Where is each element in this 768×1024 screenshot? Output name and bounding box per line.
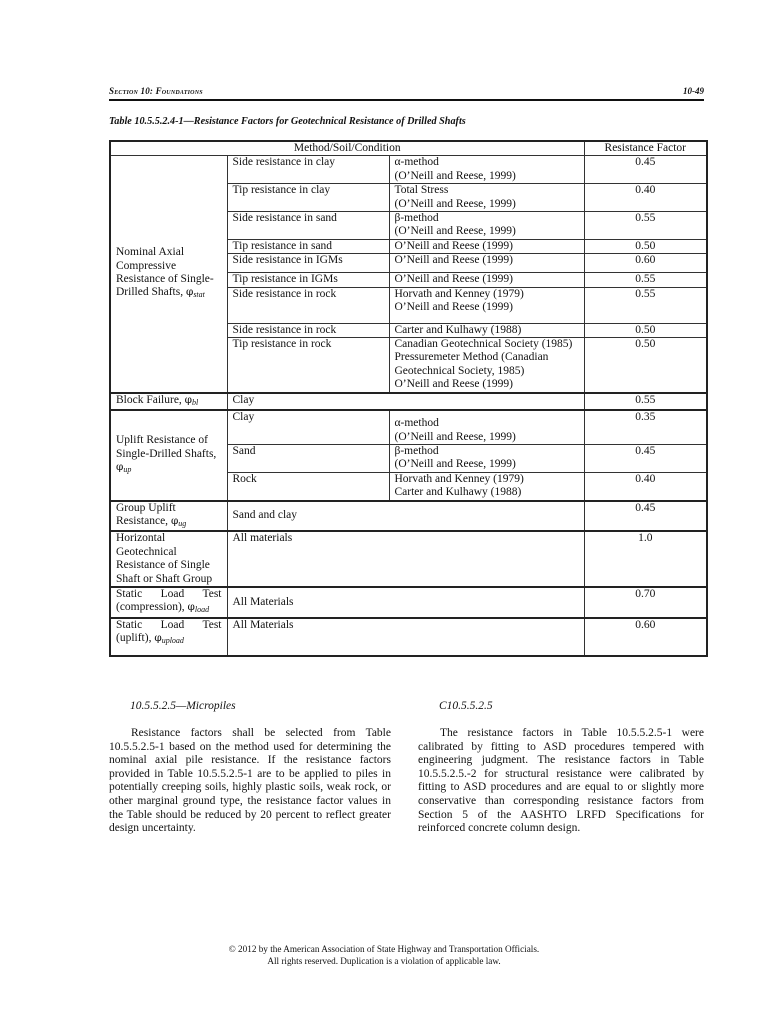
factor-cell: 0.55 (584, 393, 707, 410)
factor-cell: 0.70 (584, 587, 707, 618)
table-row (110, 531, 707, 587)
group-label-slt-compression: Static Load Test (compression), $\varphi_{load}$ (110, 587, 227, 618)
section-label: Section 10: Foundations (109, 86, 203, 96)
section-heading: 10.5.5.2.5—Micropiles (130, 700, 236, 712)
factor-cell: 0.40 (584, 184, 707, 212)
commentary-section (418, 700, 704, 836)
group-label-block-failure: Block Failure, $\varphi_{bl}$ (110, 393, 227, 410)
factor-cell: 0.40 (584, 472, 707, 500)
factor-cell: 0.55 (584, 273, 707, 287)
condition-cell: All materials (227, 531, 584, 587)
group-label-uplift: Uplift Resistance of Single-Drilled Shafts, $\varphi_{up}$ (110, 410, 227, 500)
method-cell: Canadian Geotechnical Society (1985) Pressuremeter Method (Canadian Geotechnical Society, 1985) O’Neill and Reese (1999) (389, 338, 584, 393)
factor-cell: 1.0 (584, 531, 707, 587)
table-row (110, 618, 707, 656)
factor-cell: 0.55 (584, 287, 707, 323)
group-label-group-uplift: Group Uplift Resistance, $\varphi_{ug}$ (110, 501, 227, 532)
method-cell: O’Neill and Reese (1999) (389, 239, 584, 253)
condition-cell: All Materials (227, 618, 584, 656)
condition-cell: Side resistance in IGMs (227, 254, 389, 273)
section-paragraph: Resistance factors shall be selected from Table 10.5.5.2.5-1 based on the method used for determining the nominal axial pile resistance. If the resistance factors provided in Table 10.5.5.2.5-1 are to be applied to piles in potentially creeping soils, highly plastic soils, weak rock, or other marginal ground type, the resistance factor values in the Table should be reduced by 20 percent to reflect greater design uncertainty. (109, 727, 391, 835)
condition-cell: Tip resistance in IGMs (227, 273, 389, 287)
table-row (110, 587, 707, 618)
method-cell: Total Stress (O’Neill and Reese, 1999) (389, 184, 584, 212)
condition-cell: All Materials (227, 587, 584, 618)
resistance-factors-table (109, 140, 708, 657)
column-header-factor: Resistance Factor (584, 141, 707, 156)
condition-cell: Clay (227, 410, 389, 444)
table-header-row (110, 141, 707, 156)
rights-line: All rights reserved. Duplication is a violation of applicable law. (267, 955, 501, 966)
condition-cell: Tip resistance in clay (227, 184, 389, 212)
condition-cell: Side resistance in clay (227, 156, 389, 184)
condition-cell: Side resistance in rock (227, 287, 389, 323)
method-cell: Horvath and Kenney (1979) Carter and Kulhawy (1988) (389, 472, 584, 500)
commentary-heading: C10.5.5.2.5 (439, 700, 493, 712)
factor-cell: 0.45 (584, 156, 707, 184)
condition-cell: Clay (227, 393, 584, 410)
page-footer (0, 944, 768, 967)
factor-cell: 0.60 (584, 618, 707, 656)
condition-cell: Side resistance in rock (227, 323, 389, 337)
factor-cell: 0.60 (584, 254, 707, 273)
condition-cell: Tip resistance in rock (227, 338, 389, 393)
factor-cell: 0.45 (584, 501, 707, 532)
condition-cell: Sand and clay (227, 501, 584, 532)
page-header (109, 86, 704, 98)
factor-cell: 0.50 (584, 323, 707, 337)
factor-cell: 0.50 (584, 338, 707, 393)
table-row (110, 156, 707, 184)
table-row (110, 393, 707, 410)
commentary-paragraph: The resistance factors in Table 10.5.5.2.5-1 were calibrated by fitting to ASD procedures tempered with engineering judgment. The resistance factors in Table 10.5.5.2.5.-2 for structural resistance were calibrated by fitting to ASD procedures and are equal to or slightly more conservative than corresponding resistance factors from Section 5 of the AASHTO LRFD Specifications for reinforced concrete column design. (418, 727, 704, 835)
group-label-horizontal: Horizontal Geotechnical Resistance of Single Shaft or Shaft Group (110, 531, 227, 587)
condition-cell: Tip resistance in sand (227, 239, 389, 253)
method-cell: α-method (O’Neill and Reese, 1999) (389, 410, 584, 444)
group-label-slt-uplift: Static Load Test (uplift), $\varphi_{upload}$ (110, 618, 227, 656)
column-header-method: Method/Soil/Condition (110, 141, 584, 156)
method-cell: O’Neill and Reese (1999) (389, 254, 584, 273)
table-row (110, 501, 707, 532)
factor-cell: 0.35 (584, 410, 707, 444)
method-cell: Carter and Kulhawy (1988) (389, 323, 584, 337)
header-divider (109, 99, 704, 101)
copyright-line: © 2012 by the American Association of State Highway and Transportation Officials. (228, 944, 540, 954)
method-cell: β-method (O’Neill and Reese, 1999) (389, 212, 584, 240)
method-cell: β-method (O’Neill and Reese, 1999) (389, 444, 584, 472)
micropiles-section (109, 700, 391, 836)
condition-cell: Rock (227, 472, 389, 500)
table-row (110, 410, 707, 444)
factor-cell: 0.55 (584, 212, 707, 240)
method-cell: Horvath and Kenney (1979) O’Neill and Reese (1999) (389, 287, 584, 323)
page-number: 10-49 (683, 86, 704, 96)
method-cell: α-method (O’Neill and Reese, 1999) (389, 156, 584, 184)
method-cell: O’Neill and Reese (1999) (389, 273, 584, 287)
condition-cell: Sand (227, 444, 389, 472)
table-title: Table 10.5.5.2.4-1—Resistance Factors for Geotechnical Resistance of Drilled Shafts (109, 116, 466, 127)
condition-cell: Side resistance in sand (227, 212, 389, 240)
factor-cell: 0.45 (584, 444, 707, 472)
group-label-nominal-axial: Nominal Axial Compressive Resistance of Single-Drilled Shafts, $\varphi_{stat}$ (110, 156, 227, 393)
factor-cell: 0.50 (584, 239, 707, 253)
